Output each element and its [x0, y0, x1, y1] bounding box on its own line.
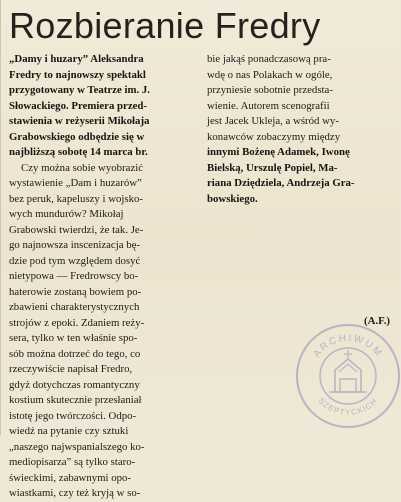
- left-line: świeckimi, zabawnymi opo-: [9, 471, 132, 484]
- right-line: konawców zobaczymy między: [207, 130, 341, 143]
- right-line: innymi Bożenę Adamek, Iwonę: [207, 146, 350, 158]
- stamp-bottom-text: SZEPTYCKICH: [316, 396, 380, 418]
- left-line: wiedź na pytanie czy sztuki: [9, 425, 129, 437]
- left-line: Słowackiego. Premiera przed-: [9, 99, 148, 112]
- left-line: zbawieni charakterystycznych: [9, 301, 140, 313]
- left-line: haterowie zostaną bowiem po-: [9, 285, 142, 298]
- right-line: wdę o nas Polakach w ogóle,: [207, 68, 333, 81]
- right-line: bowskiego.: [207, 192, 258, 205]
- left-line: stawienia w reżyserii Mikołaja: [9, 115, 150, 127]
- left-line: rzeczywiście napisał Fredro,: [9, 363, 133, 375]
- right-line: jest Jacek Ukleja, a wśród wy-: [207, 115, 339, 127]
- left-line: sób można dotrzeć do tego, co: [9, 347, 141, 360]
- left-line: bez peruk, kapeluszy i wojsko-: [9, 192, 144, 205]
- article-headline: Rozbieranie Fredry: [9, 5, 321, 46]
- left-line: wych mundurów? Mikołaj: [9, 208, 124, 220]
- left-line: go najnowsza inscenizacja bę-: [9, 239, 141, 251]
- stamp-top-text: ARCHIWUM: [311, 332, 385, 360]
- left-line: Fredry to najnowszy spektakl: [9, 68, 146, 81]
- right-line: wienie. Autorem scenografii: [207, 99, 330, 112]
- left-line: Grabowski twierdzi, że tak. Je-: [9, 223, 144, 236]
- left-line: „naszego najwspanialszego ko-: [9, 440, 145, 453]
- left-line: dzie pod tym względem dosyć: [9, 254, 141, 267]
- left-line: przygotowany w Teatrze im. J.: [9, 84, 150, 96]
- left-line: najbliższą sobotę 14 marca br.: [9, 146, 148, 158]
- left-line: Grabowskiego odbędzie się w: [9, 130, 145, 143]
- left-line: nietypowa — Fredrowscy bo-: [9, 270, 139, 282]
- left-line: kostium skutecznie przesłaniał: [9, 394, 142, 406]
- left-text-column: [9, 52, 193, 502]
- right-line: bie jakąś ponadczasową pra-: [207, 53, 331, 65]
- left-line: Czy można sobie wyobrazić: [21, 161, 144, 174]
- left-line: „Damy i huzary” Aleksandra: [9, 53, 144, 65]
- right-line: Bielską, Urszulę Popiel, Ma-: [207, 161, 338, 174]
- author-signature: (A.F.): [364, 315, 390, 327]
- left-line: istotę jego twórczości. Odpo-: [9, 409, 137, 422]
- left-line: gdyż dotychczas romantyczny: [9, 378, 140, 391]
- right-text-column: [207, 52, 393, 207]
- left-line: strojów z epoki. Zdaniem reży-: [9, 316, 145, 329]
- archive-stamp: [295, 323, 401, 429]
- left-line: sera, tylko w ten właśnie spo-: [9, 332, 138, 344]
- left-line: mediopisarza” są tylko staro-: [9, 456, 136, 468]
- left-line: wystawienie „Dam i huzarów”: [9, 177, 142, 189]
- left-line: wiastkami, czy też kryją w so-: [9, 487, 141, 499]
- right-line: riana Dziędziela, Andrzeja Gra-: [207, 177, 355, 189]
- right-line: przyniesie sobotnie przedsta-: [207, 84, 333, 96]
